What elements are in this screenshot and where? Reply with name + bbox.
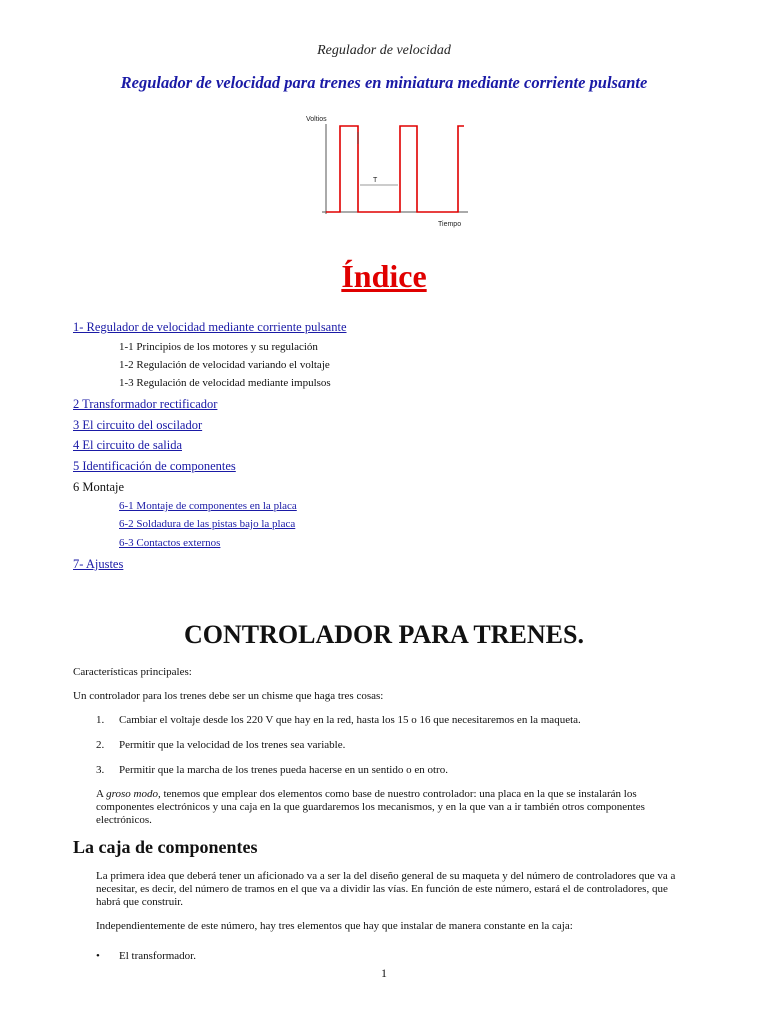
toc-link-6-3[interactable]: 6-3 Contactos externos bbox=[119, 537, 221, 549]
toc-item-1-3: 1-3 Regulación de velocidad mediante impulsos bbox=[119, 377, 331, 389]
document-title: Regulador de velocidad para trenes en miniatura mediante corriente pulsante bbox=[120, 73, 648, 92]
running-header: Regulador de velocidad bbox=[317, 43, 451, 58]
toc-link-2[interactable]: 2 Transformador rectificador bbox=[73, 397, 218, 411]
pulse-waveform-figure bbox=[300, 110, 472, 230]
toc-link-6-1[interactable]: 6-1 Montaje de componentes en la placa bbox=[119, 500, 297, 512]
toc-link-4[interactable]: 4 El circuito de salida bbox=[73, 438, 182, 452]
list-item bbox=[0, 714, 768, 728]
grosso-paragraph bbox=[96, 788, 686, 827]
intro-paragraph: Un controlador para los trenes debe ser un chisme que haga tres cosas: bbox=[73, 690, 384, 702]
bullet-text: El transformador. bbox=[119, 950, 196, 962]
figure-ylabel: Voltios bbox=[306, 116, 327, 123]
figure-xlabel: Tiempo bbox=[438, 221, 462, 228]
grosso-text: , tenemos que emplear dos elementos como base de nuestro controlador: una placa en la que se instalarán los componentes electrónicos y una caja en la que guardaremos los mecanismos, y en la que van a ir también otros componentes electrónicos. bbox=[96, 788, 645, 826]
bullet-icon: • bbox=[96, 950, 100, 962]
toc-link-3[interactable]: 3 El circuito del oscilador bbox=[73, 418, 203, 432]
list-number: 2. bbox=[96, 739, 105, 751]
list-item bbox=[0, 764, 768, 778]
toc-link-7[interactable]: 7- Ajustes bbox=[73, 557, 124, 571]
list-item bbox=[0, 739, 768, 753]
features-label: Características principales: bbox=[73, 666, 192, 678]
grosso-prefix: A bbox=[96, 788, 107, 800]
page-number: 1 bbox=[381, 966, 387, 980]
list-text: Cambiar el voltaje desde los 220 V que hay en la red, hasta los 15 o 16 que necesitaremos en la maqueta. bbox=[119, 714, 581, 726]
list-number: 3. bbox=[96, 764, 105, 776]
list-text: Permitir que la velocidad de los trenes sea variable. bbox=[119, 739, 346, 751]
toc-link-6-2[interactable]: 6-2 Soldadura de las pistas bajo la placa bbox=[119, 518, 296, 530]
grosso-emphasis: groso modo bbox=[106, 788, 158, 800]
list-text: Permitir que la marcha de los trenes pueda hacerse en un sentido o en otro. bbox=[119, 764, 448, 776]
main-heading: CONTROLADOR PARA TRENES. bbox=[184, 620, 584, 649]
bullet-item bbox=[96, 950, 196, 962]
toc-link-5[interactable]: 5 Identificación de componentes bbox=[73, 459, 236, 473]
toc-item-1-1: 1-1 Principios de los motores y su regulación bbox=[119, 341, 318, 353]
index-heading: Índice bbox=[341, 258, 427, 294]
toc-item-6: 6 Montaje bbox=[73, 480, 125, 494]
caja-paragraph: La primera idea que deberá tener un aficionado va a ser la del diseño general de su maqueta y del número de controladores que va a necesitar, es decir, del número de tramos en el que va a dividir las vías. En función de este número, estará el de controladores, que habrá que construir. bbox=[96, 870, 676, 908]
list-number: 1. bbox=[96, 714, 105, 726]
independent-paragraph: Independientemente de este número, hay tres elementos que hay que instalar de manera constante en la caja: bbox=[96, 920, 573, 932]
period-label: T bbox=[373, 177, 378, 184]
toc-link-1[interactable]: 1- Regulador de velocidad mediante corriente pulsante bbox=[73, 320, 347, 334]
toc-item-1-2: 1-2 Regulación de velocidad variando el voltaje bbox=[119, 359, 330, 371]
section-heading: La caja de componentes bbox=[73, 837, 258, 857]
pulse-line bbox=[326, 126, 464, 212]
